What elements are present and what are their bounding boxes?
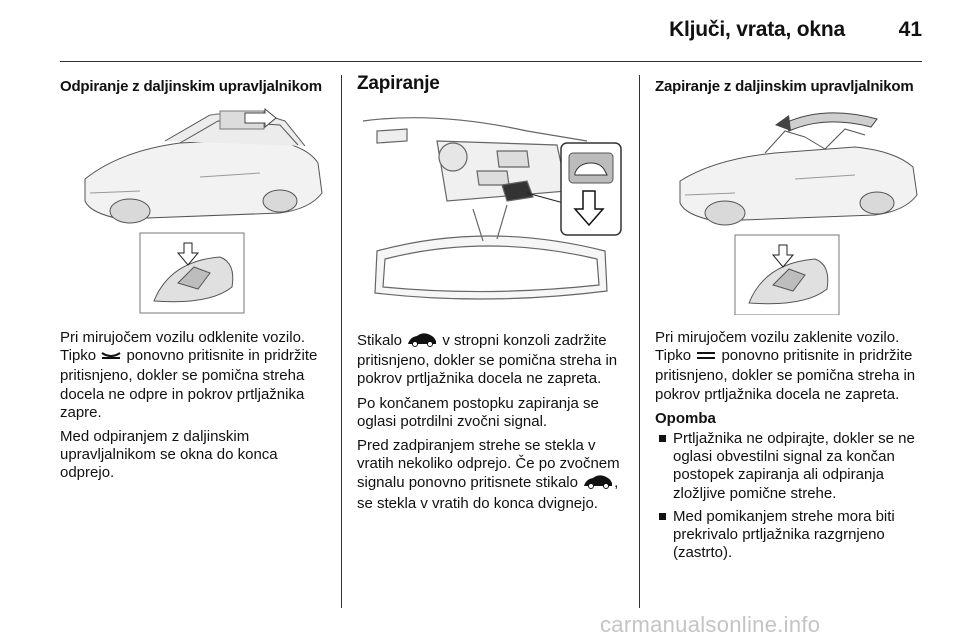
figure-convertible-closing — [655, 101, 923, 315]
figure-roof-console — [357, 101, 625, 313]
watermark: carmanualsonline.info — [600, 612, 821, 637]
note-title: Opomba — [655, 409, 716, 427]
list-item: Prtljažnika ne odpirajte, dokler se ne oglasi obvestilni signal za končan postopek zapiranja ali odpiranja zložljive pomične strehe. — [655, 430, 923, 503]
bullet-square-icon — [659, 435, 666, 442]
column-close-remote — [655, 75, 923, 562]
list-item: Med pomikanjem strehe mora biti prekrivalo prtljažnika razgrnjeno (zastrto). — [655, 508, 923, 563]
note-list — [655, 430, 923, 562]
roof-console-illustration — [357, 101, 625, 313]
column-open-remote — [60, 75, 328, 482]
text-open-remote — [60, 329, 328, 489]
section-title-open-remote: Odpiranje z daljinskim upravljalnikom — [60, 78, 322, 95]
text-closing — [357, 331, 625, 519]
column-divider-1 — [341, 75, 342, 608]
lock-key-icon — [695, 349, 717, 367]
column-closing — [357, 73, 625, 512]
paragraph-windows-raise: Pred zadpiranjem strehe se stekla v vratih nekoliko odprejo. Če po zvočnem signalu ponovno pritisnete stikalo , se stekla v vratih do konca dvignejo. — [357, 437, 620, 512]
paragraph-confirmation: Po končanem postopku zapiranja se oglasi potrdilni zvočni signal. — [357, 394, 599, 430]
car-lock-illustration — [655, 101, 923, 315]
roof-switch-car-icon — [582, 473, 614, 494]
trunk-unlock-icon — [100, 349, 122, 367]
text-close-remote — [655, 329, 923, 567]
page-title: Ključi, vrata, okna — [669, 18, 845, 41]
roof-switch-car-icon — [406, 331, 438, 352]
section-title-close-remote: Zapiranje z daljinskim upravljalnikom — [655, 78, 914, 95]
bullet-square-icon — [659, 513, 666, 520]
figure-car-roof-open — [60, 101, 328, 315]
section-title-closing: Zapiranje — [357, 73, 440, 94]
paragraph-open-steps: Pri mirujočem vozilu odklenite vozilo. Tipko ponovno pritisnite in pridržite pritisnjeno, dokler se pomična streha docela ne odpre in pokrov prtljažnika zapre. — [60, 329, 318, 421]
column-divider-2 — [639, 75, 640, 608]
page-number: 41 — [898, 18, 922, 41]
car-unlock-illustration — [60, 101, 328, 315]
paragraph-windows-open: Med odpiranjem z daljinskim upravljalnikom se okna do konca odprejo. — [60, 428, 278, 482]
header-divider — [60, 61, 922, 62]
page-header — [0, 0, 960, 62]
paragraph-close-steps: Pri mirujočem vozilu zaklenite vozilo. Tipko ponovno pritisnite in pridržite pritisnjeno, dokler se pomična streha in pokrov prtljažnika docela ne zapreta. — [655, 329, 916, 403]
paragraph-close-switch: Stikalo v stropni konzoli zadržite pritisnjeno, dokler se pomična streha in pokrov prtljažnika docela ne zapreta. — [357, 332, 618, 388]
